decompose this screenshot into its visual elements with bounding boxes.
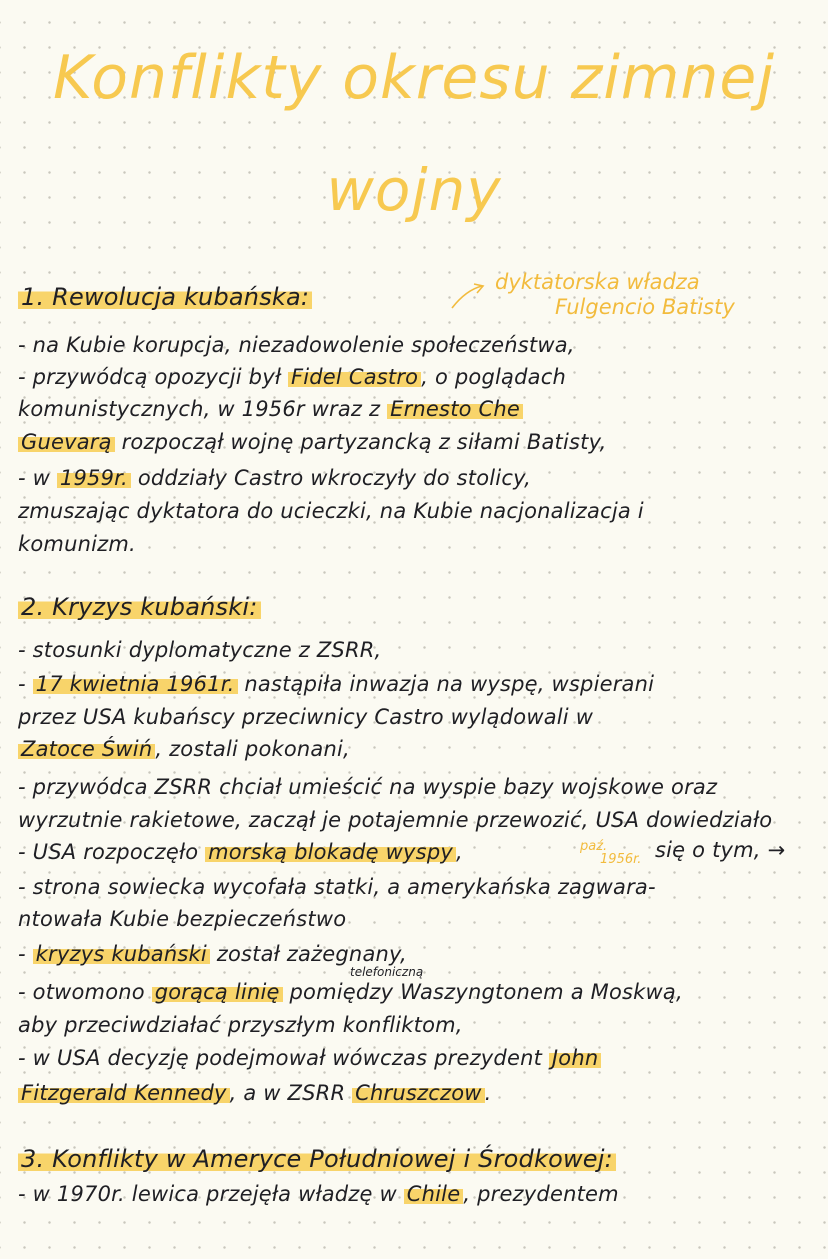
highlight: morską blokadę wyspy <box>205 840 456 864</box>
section-1-line-4: Guevarą rozpoczął wojnę partyzancką z siłami Batisty, <box>18 430 606 454</box>
section-1-heading: 1. Rewolucja kubańska: <box>18 283 312 311</box>
section-2-line-8: - strona sowiecka wycofała statki, a amerykańska zagwara- <box>18 875 656 899</box>
highlight: John <box>549 1046 601 1070</box>
highlight: kryzys kubański <box>33 942 210 966</box>
insert-note: telefoniczną <box>350 965 424 979</box>
section-2-line-3: przez USA kubańscy przeciwnicy Castro wylądowali w <box>18 705 594 729</box>
highlight: Fitzgerald Kennedy <box>18 1081 230 1105</box>
date-note-2: 1956r. <box>600 852 642 867</box>
section-2-line-13: - w USA decyzję podejmował wówczas prezydent John <box>18 1046 601 1070</box>
section-1-line-5: - w 1959r. oddziały Castro wkroczyły do stolicy, <box>18 466 531 490</box>
highlight: gorącą linię <box>152 980 283 1004</box>
section-1-line-7: komunizm. <box>18 532 136 556</box>
section-1-line-3: komunistycznych, w 1956r wraz z Ernesto Che <box>18 397 523 421</box>
section-1-line-6: zmuszając dyktatora do ucieczki, na Kubie nacjonalizacja i <box>18 499 644 523</box>
page-title-continued: wojny <box>326 156 502 224</box>
section-2-line-9: ntowała Kubie bezpieczeństwo <box>18 907 347 931</box>
highlight: Guevarą <box>18 430 115 454</box>
section-2-heading: 2. Kryzys kubański: <box>18 593 261 621</box>
date-note-1: paź. <box>580 839 608 854</box>
section-2-line-10: - kryzys kubański został zażegnany, <box>18 942 407 966</box>
section-1-line-1: - na Kubie korupcja, niezadowolenie społeczeństwa, <box>18 333 575 357</box>
highlight: Chile <box>404 1182 464 1206</box>
highlight: Fidel Castro <box>288 365 421 389</box>
section-2-line-7-continuation: się o tym, → <box>655 838 786 862</box>
section-1-line-2: - przywódcą opozycji był Fidel Castro , o poglądach <box>18 365 566 389</box>
highlight: 1959r. <box>57 466 131 490</box>
section-2-line-5: - przywódca ZSRR chciał umieścić na wyspie bazy wojskowe oraz <box>18 775 718 799</box>
section-2-line-2: - 17 kwietnia 1961r. nastąpiła inwazja na wyspę, wspierani <box>18 672 655 696</box>
section-3-heading: 3. Konflikty w Ameryce Południowej i Środkowej: <box>18 1145 616 1173</box>
section-2-line-4: Zatoce Świń , zostali pokonani, <box>18 737 350 761</box>
section-2-line-1: - stosunki dyplomatyczne z ZSRR, <box>18 638 382 662</box>
highlight: Ernesto Che <box>387 397 523 421</box>
section-2-line-14: Fitzgerald Kennedy , a w ZSRR Chruszczow . <box>18 1081 492 1105</box>
arrow-icon <box>448 282 488 312</box>
page-title: Konflikty okresu zimnej <box>53 43 775 113</box>
section-2-line-12: aby przeciwdziałać przyszłym konfliktom, <box>18 1013 463 1037</box>
highlight: Zatoce Świń <box>18 737 155 761</box>
section-2-line-11: - otwomono gorącą linię pomiędzy Waszyngtonem a Moskwą, <box>18 980 683 1004</box>
section-2-line-6: wyrzutnie rakietowe, zaczął je potajemnie przewozić, USA dowiedziało <box>18 808 773 832</box>
section-3-line-1: - w 1970r. lewica przejęła władzę w Chile , prezydentem <box>18 1182 619 1206</box>
highlight: 17 kwietnia 1961r. <box>33 672 238 696</box>
side-note-line-2: Fulgencio Batisty <box>555 295 735 319</box>
side-note-line-1: dyktatorska władza <box>495 270 700 294</box>
section-2-line-7: - USA rozpoczęło morską blokadę wyspy , <box>18 840 463 864</box>
highlight: Chruszczow <box>352 1081 484 1105</box>
